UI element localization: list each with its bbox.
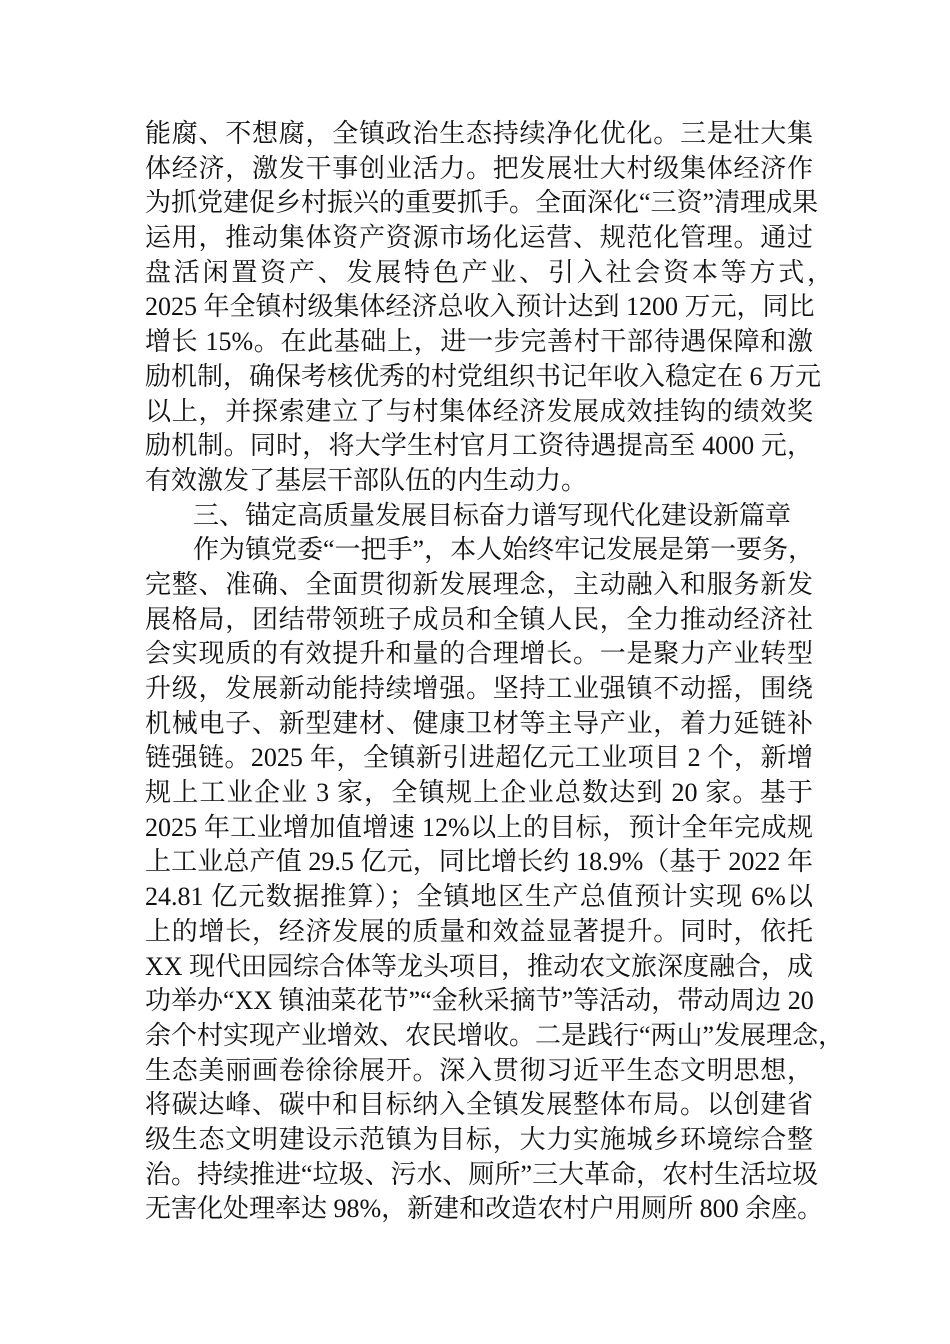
- text-line: 以上，并探索建立了与村集体经济发展成效挂钩的绩效奖: [145, 396, 813, 426]
- text-line: 上工业总产值 29.5 亿元，同比增长约 18.9%（基于 2022 年: [145, 847, 813, 877]
- text-line: 24.81 亿元数据推算）；全镇地区生产总值预计实现 6%以: [145, 882, 813, 912]
- section-heading: 三、锚定高质量发展目标奋力谱写现代化建设新篇章: [193, 500, 792, 530]
- text-line: 级生态文明建设示范镇为目标，大力实施城乡环境综合整: [145, 1124, 813, 1154]
- text-line: 功举办“XX 镇油菜花节”“金秋采摘节”等活动，带动周边 20: [145, 986, 814, 1016]
- text-line: 盘活闲置资产、发展特色产业、引入社会资本等方式，: [145, 257, 833, 287]
- text-line: 升级，发展新动能持续增强。坚持工业强镇不动摇，围绕: [145, 674, 813, 703]
- document-page: [145, 117, 845, 1227]
- text-line: XX 现代田园综合体等龙头项目，推动农文旅深度融合，成: [145, 951, 814, 981]
- text-line: 作为镇党委“一把手”，本人始终牢记发展是第一要务，: [193, 535, 815, 565]
- text-line: 上的增长，经济发展的质量和效益显著提升。同时，依托: [145, 916, 813, 946]
- text-line: 余个村实现产业增效、农民增收。二是践行“两山”发展理念，: [145, 1020, 845, 1050]
- text-line: 完整、准确、全面贯彻新发展理念，主动融入和服务新发: [145, 569, 813, 599]
- paragraph-high-quality-development: [145, 533, 845, 1227]
- text-line: 会实现质的有效提升和量的合理增长。一是聚力产业转型: [145, 639, 813, 669]
- text-line: 励机制，确保考核优秀的村党组织书记年收入稳定在 6 万元: [145, 361, 822, 391]
- text-line: 运用，推动集体资产资源市场化运营、规范化管理。通过: [145, 223, 813, 253]
- text-line: 增长 15%。在此基础上，进一步完善村干部待遇保障和激: [145, 327, 813, 357]
- text-line: 2025 年全镇村级集体经济总收入预计达到 1200 万元，同比: [145, 292, 815, 322]
- text-line: 为抓党建促乡村振兴的重要抓手。全面深化“三资”清理成果: [145, 188, 819, 218]
- text-line: 体经济，激发干事创业活力。把发展壮大村级集体经济作: [145, 153, 813, 183]
- text-line: 展格局，团结带领班子成员和全镇人民，全力推动经济社: [145, 604, 813, 634]
- paragraph-collective-economy: [145, 117, 833, 499]
- text-line: 有效激发了基层干部队伍的内生动力。: [145, 465, 588, 495]
- text-line: 2025 年工业增加值增速 12%以上的目标，预计全年完成规: [145, 812, 813, 842]
- text-line: 无害化处理率达 98%，新建和改造农村户用厕所 800 余座。: [145, 1194, 824, 1224]
- text-line: 能腐、不想腐，全镇政治生态持续净化优化。三是壮大集: [145, 119, 813, 148]
- text-line: 励机制。同时，将大学生村官月工资待遇提高至 4000 元，: [145, 431, 813, 461]
- text-line: 链强链。2025 年，全镇新引进超亿元工业项目 2 个，新增: [145, 743, 813, 773]
- text-line: 规上工业企业 3 家，全镇规上企业总数达到 20 家。基于: [145, 778, 813, 808]
- text-line: 治。持续推进“垃圾、污水、厕所”三大革命，农村生活垃圾: [145, 1159, 819, 1189]
- text-line: 生态美丽画卷徐徐展开。深入贯彻习近平生态文明思想，: [145, 1055, 813, 1085]
- text-line: 将碳达峰、碳中和目标纳入全镇发展整体布局。以创建省: [145, 1090, 813, 1120]
- text-line: 机械电子、新型建材、健康卫材等主导产业，着力延链补: [145, 708, 813, 738]
